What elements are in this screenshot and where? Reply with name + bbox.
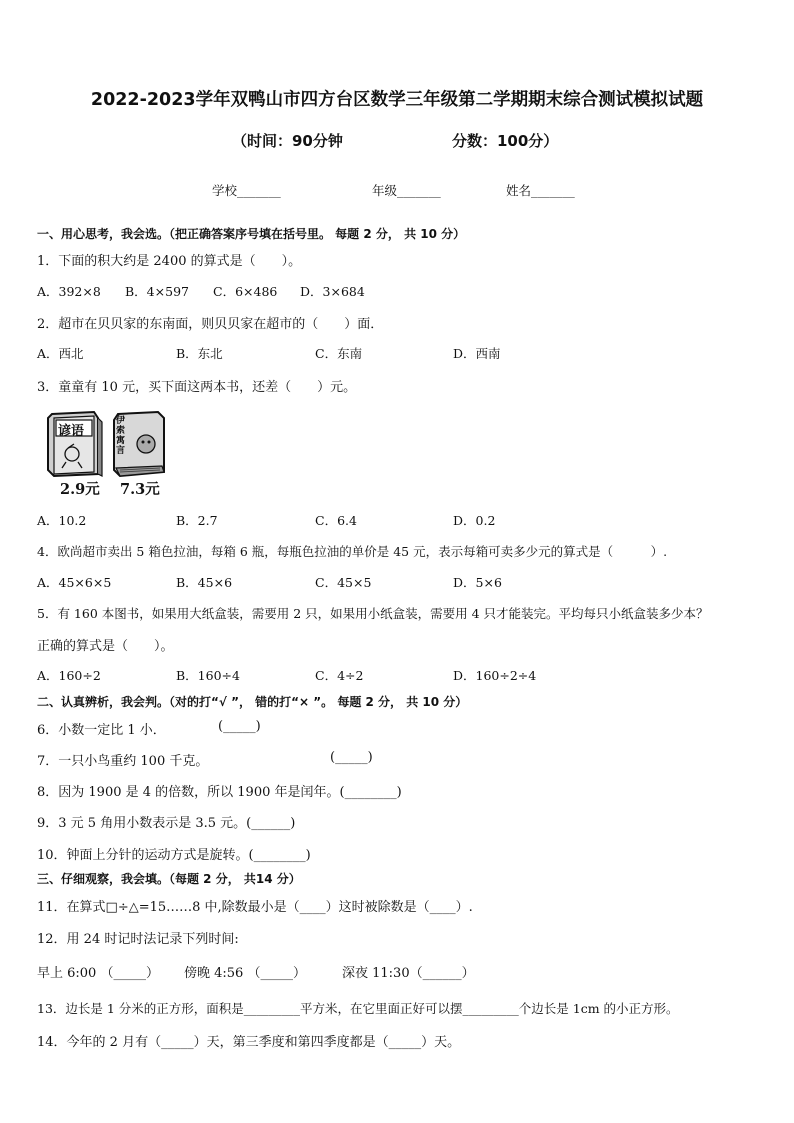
question-2: 2．超市在贝贝家的东南面，则贝贝家在超市的（ ）面． xyxy=(37,317,384,332)
q4-option-d: D．5×6 xyxy=(453,575,502,590)
q4-option-b: B．45×6 xyxy=(176,575,233,590)
q3-option-c: C．6.4 xyxy=(315,513,357,528)
q3-option-d: D．0.2 xyxy=(453,513,496,528)
book2-price: 7.3元 xyxy=(120,481,160,498)
q2-option-d: D．西南 xyxy=(453,346,501,361)
q1-option-a: A．392×8 xyxy=(37,284,101,299)
book1-price: 2.9元 xyxy=(60,481,100,498)
q5-option-c: C．4÷2 xyxy=(315,668,364,683)
q6-answer-blank[interactable]: (_____) xyxy=(218,719,261,734)
question-1: 1．下面的积大约是 2400 的算式是（ ）。 xyxy=(37,254,302,269)
q5-option-a: A．160÷2 xyxy=(37,668,101,683)
q12-item-morning: 早上 6:00 （_____） xyxy=(37,966,159,981)
q2-option-c: C．东南 xyxy=(315,346,363,361)
question-3: 3．童童有 10 元，买下面这两本书，还差（ ）元。 xyxy=(37,380,357,395)
q4-option-c: C．45×5 xyxy=(315,575,372,590)
q1-option-d: D．3×684 xyxy=(300,284,365,299)
school-field: 学校_______ xyxy=(212,183,281,198)
book2-title: 伊索寓言 xyxy=(116,416,126,456)
question-12: 12．用 24 时记时法记录下列时间: xyxy=(37,932,239,947)
book1-title: 谚语 xyxy=(58,424,85,439)
grade-field: 年级_______ xyxy=(372,183,441,198)
q3-option-b: B．2.7 xyxy=(176,513,218,528)
question-9: 9．3 元 5 角用小数表示是 3.5 元。(______) xyxy=(37,816,296,831)
q12-item-night: 深夜 11:30（______） xyxy=(342,966,475,981)
question-5: 5．有 160 本图书，如果用大纸盒装，需要用 2 只，如果用小纸盒装，需要用 4 只才能装完。平均每只小纸盒装多少本？ xyxy=(37,606,709,621)
q1-option-c: C．6×486 xyxy=(213,284,278,299)
section-heading-1: 一、用心思考，我会选。（把正确答案序号填在括号里。 每题 2 分， 共 10 分） xyxy=(37,227,466,241)
question-6: 6．小数一定比 1 小． xyxy=(37,723,166,738)
page-title: 2022-2023学年双鸭山市四方台区数学三年级第二学期期末综合测试模拟试题 xyxy=(90,90,704,110)
q12-item-evening: 傍晚 4:56 （_____） xyxy=(184,966,306,981)
q3-option-a: A．10.2 xyxy=(37,513,87,528)
question-8: 8．因为 1900 是 4 的倍数，所以 1900 年是闰年。(________) xyxy=(37,785,402,800)
q2-option-b: B．东北 xyxy=(176,346,223,361)
exam-time: （时间：90分钟 xyxy=(232,132,343,150)
question-5-line2: 正确的算式是（ ）。 xyxy=(37,639,174,654)
exam-score: 分数：100分） xyxy=(452,132,559,150)
q1-option-b: B．4×597 xyxy=(125,284,189,299)
q7-answer-blank[interactable]: (_____) xyxy=(330,750,373,765)
section-heading-2: 二、认真辨析，我会判。（对的打“√ ”， 错的打“× ”。 每题 2 分， 共 10 分） xyxy=(37,695,468,709)
question-11: 11．在算式□÷△=15……8 中,除数最小是（____）这时被除数是（____）. xyxy=(37,900,473,915)
question-10: 10．钟面上分针的运动方式是旋转。(________) xyxy=(37,848,311,863)
question-7: 7．一只小鸟重约 100 千克。 xyxy=(37,754,209,769)
q4-option-a: A．45×6×5 xyxy=(37,575,112,590)
name-field: 姓名_______ xyxy=(506,183,575,198)
section-heading-3: 三、仔细观察，我会填。（每题 2 分， 共14 分） xyxy=(37,872,301,886)
q2-option-a: A．西北 xyxy=(37,346,84,361)
question-13: 13．边长是 1 分米的正方形，面积是_________平方米，在它里面正好可以摆_________个边长是 1cm 的小正方形。 xyxy=(37,1001,679,1016)
question-4: 4．欧尚超市卖出 5 箱色拉油，每箱 6 瓶，每瓶色拉油的单价是 45 元，表示每箱可卖多少元的算式是（ ）. xyxy=(37,544,668,559)
q5-option-d: D．160÷2÷4 xyxy=(453,668,537,683)
question-14: 14．今年的 2 月有（_____）天，第三季度和第四季度都是（_____）天。 xyxy=(37,1035,461,1050)
q5-option-b: B．160÷4 xyxy=(176,668,240,683)
